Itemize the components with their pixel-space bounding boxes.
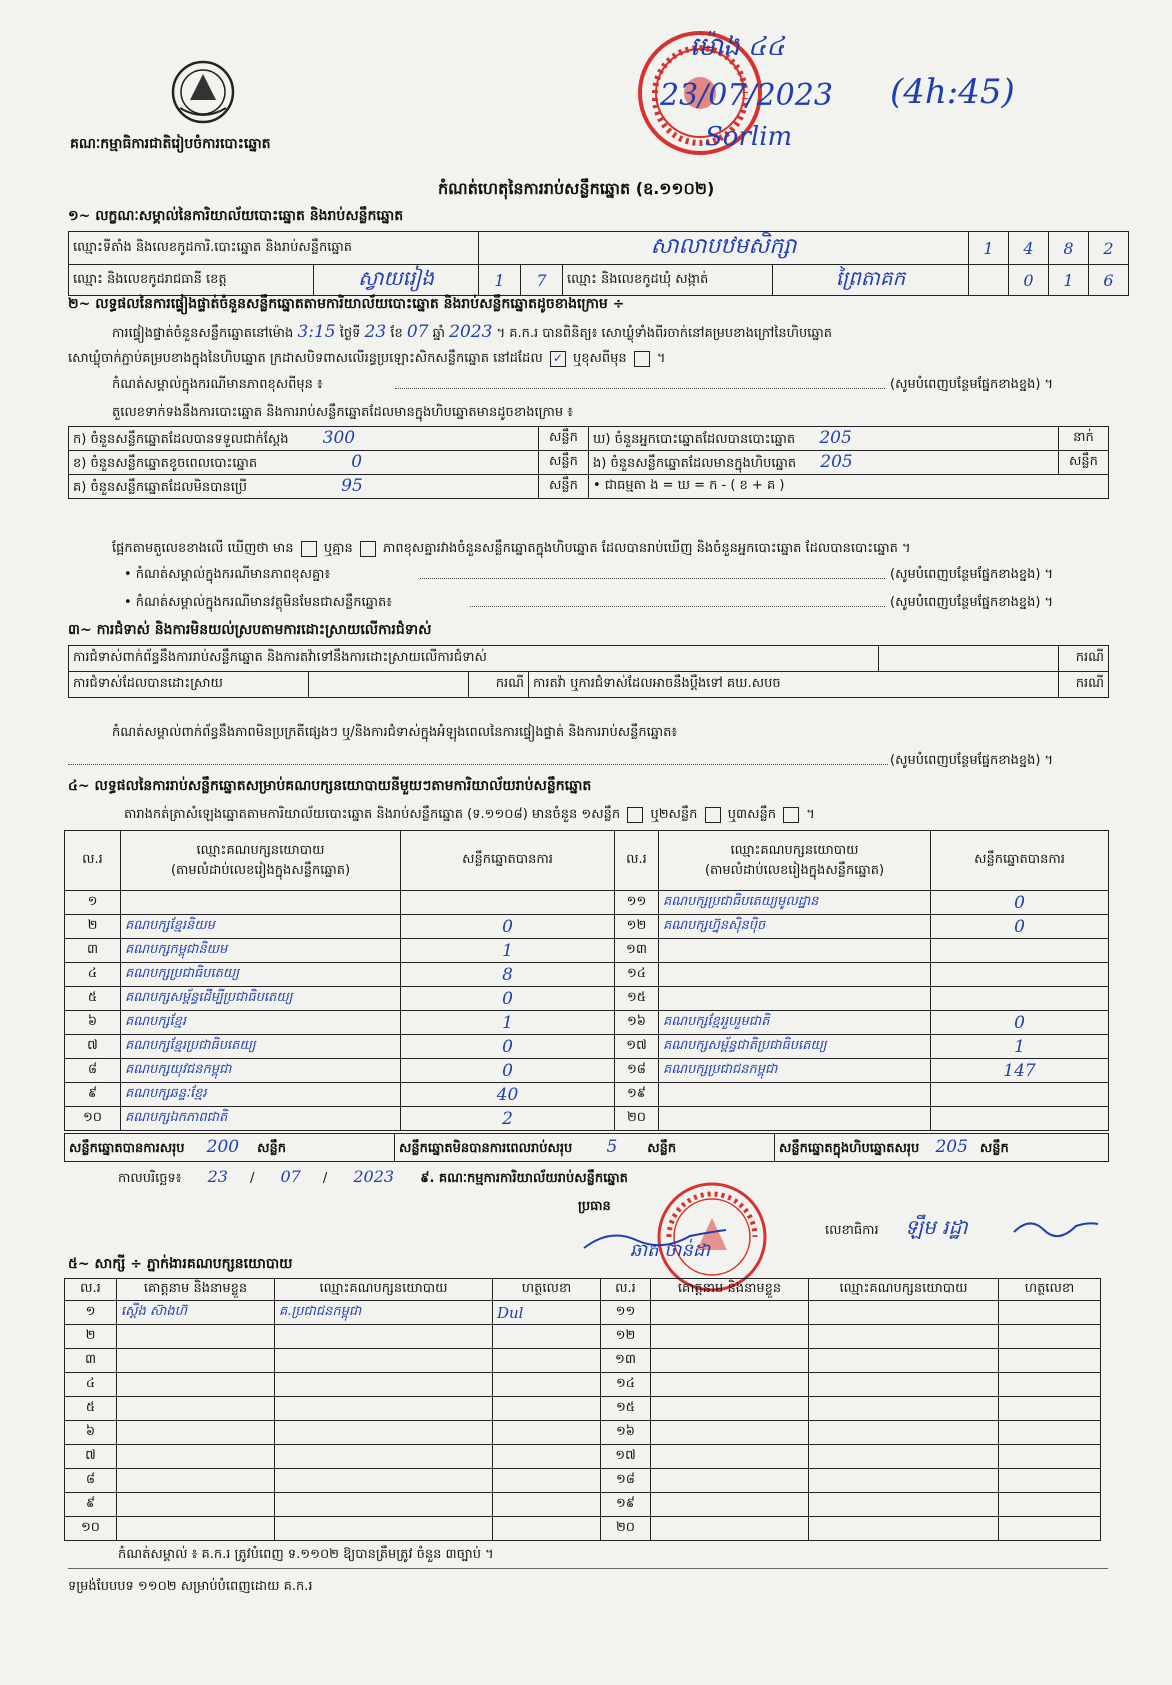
chair-label: ប្រធាន <box>578 1199 611 1214</box>
party-no: ៨ <box>65 1059 121 1083</box>
chair-name: ឆាត ចាន់ដា <box>630 1240 710 1261</box>
fill-hint: (សូមបំពេញបន្ថែមផ្នែកខាងខ្នង) ។ <box>890 595 1054 610</box>
total-box-value: 205 <box>935 1136 968 1157</box>
witness-signature <box>999 1421 1101 1445</box>
irregularity-line[interactable] <box>68 764 888 765</box>
spoiled-ballots-label: ខ) ចំនួនសន្លឹកឆ្នោតខូចពេលបោះឆ្នោត 0 <box>69 451 539 475</box>
witness-name <box>651 1421 809 1445</box>
witness-name <box>117 1325 275 1349</box>
col-party-header: ឈ្មោះគណបក្សនយោបាយ (តាមលំដាប់លេខរៀងក្នុងសន្លឹកឆ្នោត) <box>121 831 401 891</box>
witness-name <box>651 1397 809 1421</box>
witness-no: ៨ <box>65 1469 117 1493</box>
col-name-header: គោត្តនាម និងនាមខ្លួន <box>651 1279 809 1301</box>
party-votes: 0 <box>401 987 615 1011</box>
form-note: ទម្រង់បែបបទ ១១០២ សម្រាប់បំពេញដោយ គ.ក.រ <box>68 1579 313 1594</box>
diff-desc: ភាពខុសគ្នារវាងចំនួនសន្លឹកឆ្នោតក្នុងហិបឆ្នោត ដែលបានរាប់ឃើញ និងចំនួនអ្នកបោះឆ្នោត ដែលបានបោះឆ្នោត ។ <box>383 541 911 556</box>
party-no: ៩ <box>65 1083 121 1107</box>
party-name <box>659 1083 931 1107</box>
stamp-signature: Sorlim <box>705 122 793 152</box>
party-name <box>121 891 401 915</box>
party-name <box>659 963 931 987</box>
col-sign-header: ហត្ថលេខា <box>493 1279 601 1301</box>
secretary-label: លេខាធិការ <box>825 1223 879 1238</box>
party-votes <box>931 939 1109 963</box>
table-row <box>65 1517 1101 1541</box>
table-row <box>65 1493 1101 1517</box>
party-no: ១០ <box>65 1107 121 1131</box>
party-no: ១៨ <box>615 1059 659 1083</box>
witness-name <box>117 1469 275 1493</box>
witness-name <box>117 1445 275 1469</box>
verify-month: 07 <box>406 322 429 342</box>
table-row <box>65 915 1109 939</box>
witness-signature <box>493 1421 601 1445</box>
col-no-header: ល.រ <box>65 831 121 891</box>
party-name <box>659 1107 931 1131</box>
party-votes: 147 <box>931 1059 1109 1083</box>
province-code-digit: 7 <box>521 265 563 296</box>
section1-title: ១~ លក្ខណៈសម្គាល់នៃការិយាល័យបោះឆ្នោត និងរាប់សន្លឹកឆ្នោត <box>68 208 404 224</box>
table-row <box>65 963 1109 987</box>
changed-label: ឬខុសពីមុន <box>572 351 627 366</box>
witness-signature <box>493 1493 601 1517</box>
col-sign-header: ហត្ថលេខា <box>999 1279 1101 1301</box>
party-no: ២ <box>65 915 121 939</box>
total-box-cell: សន្លឹកឆ្នោតក្នុងហិបឆ្នោតសរុប 205 សន្លឹក <box>775 1134 1109 1162</box>
table-row <box>65 1397 1101 1421</box>
col-votes-header: សន្លឹកឆ្នោតបានការ <box>931 831 1109 891</box>
secretary-name: ឡឹម រដ្ឋា <box>905 1215 968 1239</box>
party-name <box>659 987 931 1011</box>
party-votes <box>931 963 1109 987</box>
col-party-header: ឈ្មោះគណបក្សនយោបាយ (តាមលំដាប់លេខរៀងក្នុងសន្លឹកឆ្នោត) <box>659 831 931 891</box>
formula-note: • ជាធម្មតា ង = ឃ = ក - ( ខ + គ ) <box>589 475 1109 499</box>
witness-signature <box>493 1373 601 1397</box>
witness-name <box>651 1517 809 1541</box>
diff-note-line[interactable] <box>420 578 885 579</box>
party-no: ៦ <box>65 1011 121 1035</box>
date-day: 23 <box>207 1167 228 1186</box>
chair-signature-icon <box>580 1222 730 1256</box>
witness-signature <box>999 1517 1101 1541</box>
table-row <box>65 1107 1109 1131</box>
witness-name <box>117 1373 275 1397</box>
party-name: គណបក្សខ្មែរប្រជាធិបតេយ្យ <box>121 1035 401 1059</box>
table-row <box>65 1469 1101 1493</box>
foreign-object-line[interactable] <box>470 606 885 607</box>
witness-party <box>275 1397 493 1421</box>
party-votes <box>931 1083 1109 1107</box>
party-name: គណបក្សឆន្ទៈខ្មែរ <box>121 1083 401 1107</box>
voters-value: 205 <box>819 427 852 448</box>
col-no-header: ល.រ <box>615 831 659 891</box>
party-no: ១៣ <box>615 939 659 963</box>
footer-divider <box>68 1568 1108 1569</box>
table-row <box>65 1325 1101 1349</box>
party-votes: 0 <box>931 891 1109 915</box>
no-diff-label: ឬគ្មាន <box>323 541 353 556</box>
col-party-header: ឈ្មោះគណបក្សនយោបាយ <box>809 1279 999 1301</box>
witness-party <box>809 1301 999 1325</box>
witness-no: ៣ <box>65 1349 117 1373</box>
witness-no: ១៧ <box>601 1445 651 1469</box>
witness-no: ១៣ <box>601 1349 651 1373</box>
party-no: ១ <box>65 891 121 915</box>
party-votes <box>931 1107 1109 1131</box>
witness-signature <box>999 1445 1101 1469</box>
station-code-digit: 8 <box>1049 232 1089 265</box>
witness-name <box>651 1349 809 1373</box>
unit: សន្លឹក <box>539 475 589 499</box>
witness-party <box>809 1349 999 1373</box>
witness-name <box>651 1373 809 1397</box>
same-checkbox[interactable]: ✓ <box>550 351 566 367</box>
verify-time-label: ការផ្ទៀងផ្ទាត់ចំនួនសន្លឹកឆ្នោតនៅម៉ោង <box>112 326 294 341</box>
verify-year-label: ឆ្នាំ <box>432 326 446 341</box>
verify-locks-text: ។ គ.ក.រ បានពិនិត្យ៖ សោឃ្លុំទាំងពីរចាក់នៅគម្របខាងក្រៅនៃហិបឆ្នោត <box>496 326 832 341</box>
case-label: ករណី <box>469 672 529 698</box>
verify-line <box>112 324 832 342</box>
two-sheet-label: ឬ២សន្លឹក <box>650 807 698 822</box>
section4-title: ៤~ លទ្ធផលនៃការរាប់សន្លឹកឆ្នោតសម្រាប់គណបក្សនយោបាយនីមួយៗតាមការិយាល័យរាប់សន្លឹកឆ្នោត <box>68 778 592 794</box>
station-code-digit: 4 <box>1009 232 1049 265</box>
witness-no: ១ <box>65 1301 117 1325</box>
col-no-header: ល.រ <box>601 1279 651 1301</box>
date-year: 2023 <box>353 1167 395 1186</box>
party-name: គណបក្សខ្មែររួបរួមជាតិ <box>659 1011 931 1035</box>
note-change-label: កំណត់សម្គាល់ក្នុងករណីមានភាពខុសពីមុន ៖ <box>112 377 323 392</box>
appeal-label: ការតវ៉ា ឬការជំទាស់ដែលអាចនឹងប្ដឹងទៅ គឃ.សបច <box>529 672 1059 698</box>
party-votes: 2 <box>401 1107 615 1131</box>
objection-counting-label: ការជំទាស់ពាក់ព័ន្ធនឹងការរាប់សន្លឹកឆ្នោត និងការតវ៉ាទៅនឹងការដោះស្រាយលើការជំទាស់ <box>69 646 879 672</box>
ballots-in-box-label: ង) ចំនួនសន្លឹកឆ្នោតដែលមានក្នុងហិបឆ្នោត 205 <box>589 451 1059 475</box>
table-row <box>65 987 1109 1011</box>
party-no: ១៤ <box>615 963 659 987</box>
verify-day-label: ថ្ងៃទី <box>339 326 361 341</box>
case-label: ករណី <box>1059 646 1109 672</box>
party-name: គណបក្សខ្មែរ <box>121 1011 401 1035</box>
verify-seal-text: សោឃ្លុំចាក់ភ្ជាប់គម្របខាងក្នុងនៃហិបឆ្នោត ក្រដាសបិទពាសលើរន្ធប្រឡោះសិកសន្លឹកឆ្នោត នៅដដែល <box>68 351 543 366</box>
voters-label: ឃ) ចំនួនអ្នកបោះឆ្នោតដែលបានបោះឆ្នោត 205 <box>589 427 1059 451</box>
fill-hint: (សូមបំពេញបន្ថែមផ្នែកខាងខ្នង) ។ <box>890 567 1054 582</box>
party-votes: 0 <box>931 915 1109 939</box>
table-row <box>65 891 1109 915</box>
table-row <box>65 1083 1109 1107</box>
party-name: គណបក្សឯកភាពជាតិ <box>121 1107 401 1131</box>
witness-party <box>275 1325 493 1349</box>
witness-no: ១៥ <box>601 1397 651 1421</box>
witness-no: ៩ <box>65 1493 117 1517</box>
col-name-header: គោត្តនាម និងនាមខ្លួន <box>117 1279 275 1301</box>
party-votes: 8 <box>401 963 615 987</box>
witness-name <box>117 1397 275 1421</box>
table-row <box>65 939 1109 963</box>
two-sheet-checkbox[interactable] <box>705 807 721 823</box>
witness-party <box>809 1469 999 1493</box>
party-votes: 1 <box>931 1035 1109 1059</box>
verify-month-label: ខែ <box>390 326 403 341</box>
witness-signature <box>493 1517 601 1541</box>
party-name: គណបក្សខ្មែរនិយម <box>121 915 401 939</box>
witness-no: ៧ <box>65 1445 117 1469</box>
party-name: គណបក្សសម្ព័ន្ធជាតិប្រជាធិបតេយ្យ <box>659 1035 931 1059</box>
total-invalid-value: 5 <box>606 1136 618 1157</box>
date-label: កាលបរិច្ឆេទ៖ <box>118 1171 182 1186</box>
location-table <box>68 231 1129 296</box>
ballot-figures-table <box>68 426 1109 499</box>
witness-name <box>651 1301 809 1325</box>
table-row <box>65 1445 1101 1469</box>
witness-signature <box>999 1301 1101 1325</box>
witness-party <box>275 1421 493 1445</box>
party-no: ៧ <box>65 1035 121 1059</box>
total-valid-value: 200 <box>206 1136 240 1157</box>
party-no: ១៩ <box>615 1083 659 1107</box>
unit: នាក់ <box>1059 427 1109 451</box>
witness-signature <box>493 1397 601 1421</box>
unit: សន្លឹក <box>539 451 589 475</box>
witness-no: ១២ <box>601 1325 651 1349</box>
witness-signature <box>999 1397 1101 1421</box>
commune-code-digit: 6 <box>1089 265 1129 296</box>
irregularity-note: កំណត់សម្គាល់ពាក់ព័ន្ធនឹងភាពមិនប្រក្រតីផ្សេងៗ ឬ/និងការជំទាស់ក្នុងអំឡុងពេលនៃការផ្ទៀងផ្ទាត់ និងការរាប់សន្លឹកឆ្នោត៖ <box>112 725 678 740</box>
party-results-table <box>64 830 1109 1131</box>
tally-sheet-line: តារាងកត់ត្រាសំឡេងឆ្នោតតាមការិយាល័យបោះឆ្នោត និងរាប់សន្លឹកឆ្នោត (ទ.១១០៨) មានចំនួន ១សន្លឹក ឬ២សន្លឹក ឬ៣សន្លឹក ។ <box>124 807 815 822</box>
party-votes <box>401 891 615 915</box>
party-name: គណបក្សយុវជនកម្ពុជា <box>121 1059 401 1083</box>
org-name: គណៈកម្មាធិការជាតិរៀបចំការបោះឆ្នោត <box>70 136 271 152</box>
stamp-time-note: ម៉ោង ៤៤ <box>690 32 785 62</box>
three-sheet-checkbox[interactable] <box>783 807 799 823</box>
secretary-signature-icon <box>1010 1212 1100 1242</box>
table-row <box>65 1301 1101 1325</box>
national-election-committee-logo <box>160 56 246 128</box>
witness-signature <box>493 1349 601 1373</box>
received-ballots-label: ក) ចំនួនសន្លឹកឆ្នោតដែលបានទទួលជាក់ស្តែង 300 <box>69 427 539 451</box>
fill-hint: (សូមបំពេញបន្ថែមផ្នែកខាងខ្នង) ។ <box>890 753 1054 768</box>
witness-name <box>117 1421 275 1445</box>
date-line: កាលបរិច្ឆេទ៖ 23 / 07 / 2023 ៩. គណៈកម្មការការិយាល័យរាប់សន្លឹកឆ្នោត <box>118 1167 628 1186</box>
witness-no: ៥ <box>65 1397 117 1421</box>
party-no: ៣ <box>65 939 121 963</box>
difference-line <box>112 540 911 557</box>
witness-no: ១០ <box>65 1517 117 1541</box>
party-no: ១៥ <box>615 987 659 1011</box>
witness-name <box>117 1517 275 1541</box>
section3-title: ៣~ ការជំទាស់ និងការមិនយល់ស្របតាមការដោះស្រាយលើការជំទាស់ <box>68 622 432 638</box>
commune-code-digit: 1 <box>1049 265 1089 296</box>
verify-day: 23 <box>364 322 387 342</box>
party-no: ១២ <box>615 915 659 939</box>
total-invalid-cell: សន្លឹកឆ្នោតមិនបានការពេលរាប់សរុប 5 សន្លឹក <box>395 1134 775 1162</box>
case-label: ករណី <box>1059 672 1109 698</box>
witness-no: ១៦ <box>601 1421 651 1445</box>
party-votes: 0 <box>401 915 615 939</box>
table-row <box>65 1059 1109 1083</box>
party-name <box>659 939 931 963</box>
witness-party <box>275 1349 493 1373</box>
witness-table <box>64 1278 1101 1541</box>
party-votes: 0 <box>401 1059 615 1083</box>
foreign-object-note-label: • កំណត់សម្គាល់ក្នុងករណីមានវត្ថុមិនមែនជាសន្លឹកឆ្នោត៖ <box>124 595 392 610</box>
changed-checkbox[interactable] <box>634 351 650 367</box>
party-votes: 0 <box>401 1035 615 1059</box>
witness-party <box>809 1325 999 1349</box>
witness-party <box>275 1517 493 1541</box>
witness-no: ៤ <box>65 1373 117 1397</box>
witness-name <box>117 1493 275 1517</box>
witness-name <box>651 1469 809 1493</box>
party-name: គណបក្សប្រជាធិបតេយ្យ <box>121 963 401 987</box>
stamp-hour: (4h:45) <box>890 72 1015 112</box>
date-month: 07 <box>280 1167 301 1186</box>
commune-value: ព្រៃតាគក <box>773 265 969 296</box>
form-title: កំណត់ហេតុនៃការរាប់សន្លឹកឆ្នោត (ឧ.១១០២) <box>438 179 715 198</box>
party-results-body <box>65 891 1109 1131</box>
witness-name: ស្ដើង ស៊ាងហ៊ <box>117 1301 275 1325</box>
witness-party <box>275 1373 493 1397</box>
col-party-header: ឈ្មោះគណបក្សនយោបាយ <box>275 1279 493 1301</box>
has-diff-checkbox[interactable] <box>301 541 317 557</box>
party-name: គណបក្សប្រជាជនកម្ពុជា <box>659 1059 931 1083</box>
table-row <box>65 1373 1101 1397</box>
verify-year: 2023 <box>449 322 493 342</box>
verify-line-2: សោឃ្លុំចាក់ភ្ជាប់គម្របខាងក្នុងនៃហិបឆ្នោត ក្រដាសបិទពាសលើរន្ធប្រឡោះសិកសន្លឹកឆ្នោត នៅដដែល ✓ ឬខុសពីមុន ។ <box>68 350 666 366</box>
party-votes: 0 <box>931 1011 1109 1035</box>
committee-label: ៩. គណៈកម្មការការិយាល័យរាប់សន្លឹកឆ្នោត <box>420 1171 628 1186</box>
total-valid-cell: សន្លឹកឆ្នោតបានការសរុប 200 សន្លឹក <box>65 1134 395 1162</box>
witness-signature <box>999 1349 1101 1373</box>
party-no: ១៧ <box>615 1035 659 1059</box>
ballots-in-box-value: 205 <box>820 451 853 472</box>
province-label: ឈ្មោះ និងលេខកូដរាជធានី ខេត្ត <box>69 265 314 296</box>
witness-party <box>809 1421 999 1445</box>
party-votes: 1 <box>401 939 615 963</box>
witness-signature: Dul <box>493 1301 601 1325</box>
table-row <box>65 1035 1109 1059</box>
witness-no: ២០ <box>601 1517 651 1541</box>
col-votes-header: សន្លឹកឆ្នោតបានការ <box>401 831 615 891</box>
party-no: ១១ <box>615 891 659 915</box>
party-no: ៤ <box>65 963 121 987</box>
footnote: កំណត់សម្គាល់ ៖ គ.ក.រ ត្រូវបំពេញ ទ.១១០២ ឱ្យបានត្រឹមត្រូវ ចំនួន ៣ច្បាប់ ។ <box>118 1547 494 1562</box>
three-sheet-label: ឬ៣សន្លឹក <box>727 807 776 822</box>
diff-note-label: • កំណត់សម្គាល់ក្នុងករណីមានភាពខុសគ្នា៖ <box>124 567 331 582</box>
witness-no: ១៤ <box>601 1373 651 1397</box>
polling-station-label: ឈ្មោះទីតាំង និងលេខកូដការិ.បោះឆ្នោត និងរាប់សន្លឹកឆ្នោត <box>69 232 479 265</box>
col-no-header: ល.រ <box>65 1279 117 1301</box>
unit: សន្លឹក <box>1059 451 1109 475</box>
witness-signature <box>493 1325 601 1349</box>
party-votes: 1 <box>401 1011 615 1035</box>
witness-party <box>809 1445 999 1469</box>
province-value: ស្វាយរៀង <box>314 265 479 296</box>
section5-title: ៥~ សាក្សី ÷ ភ្នាក់ងារគណបក្សនយោបាយ <box>68 1256 293 1272</box>
objections-table <box>68 645 1109 698</box>
table-row <box>65 1349 1101 1373</box>
party-name: គណបក្សប្រជាធិបតេយ្យមូលដ្ឋាន <box>659 891 931 915</box>
witness-party <box>275 1445 493 1469</box>
witness-signature <box>999 1493 1101 1517</box>
received-ballots-value: 300 <box>322 427 356 448</box>
witness-no: ២ <box>65 1325 117 1349</box>
polling-station-value: សាលាបឋមសិក្សា <box>479 232 969 265</box>
witness-signature <box>999 1373 1101 1397</box>
party-no: ១៦ <box>615 1011 659 1035</box>
diff-label: ផ្អែកតាមតួលេខខាងលើ ឃើញថា មាន <box>112 541 294 556</box>
witness-party <box>809 1493 999 1517</box>
fill-hint: (សូមបំពេញបន្ថែមផ្នែកខាងខ្នង) ។ <box>890 377 1054 392</box>
unused-ballots-label: គ) ចំនួនសន្លឹកឆ្នោតដែលមិនបានប្រើ 95 <box>69 475 539 499</box>
one-sheet-checkbox[interactable] <box>627 807 643 823</box>
table-row <box>65 1011 1109 1035</box>
verify-time: 3:15 <box>297 322 336 342</box>
witness-party <box>809 1517 999 1541</box>
witness-signature <box>493 1469 601 1493</box>
witness-party <box>809 1373 999 1397</box>
witness-signature <box>999 1325 1101 1349</box>
witness-no: ១៩ <box>601 1493 651 1517</box>
commune-code-digit: 0 <box>1009 265 1049 296</box>
witness-name <box>117 1349 275 1373</box>
witness-no: ៦ <box>65 1421 117 1445</box>
figures-intro: តួលេខទាក់ទងនឹងការបោះឆ្នោត និងការរាប់សន្លឹកឆ្នោតដែលមានក្នុងហិបឆ្នោតមានដូចខាងក្រោម ៖ <box>112 405 573 420</box>
witness-name <box>651 1445 809 1469</box>
party-no: ៥ <box>65 987 121 1011</box>
section2-title: ២~ លទ្ធផលនៃការផ្ទៀងផ្ទាត់ចំនួនសន្លឹកឆ្នោតតាមការិយាល័យបោះឆ្នោត និងរាប់សន្លឹកឆ្នោតដូចខាងក្រោម ÷ <box>68 296 625 312</box>
witness-no: ១១ <box>601 1301 651 1325</box>
party-votes: 40 <box>401 1083 615 1107</box>
witness-signature <box>999 1469 1101 1493</box>
province-code-digit: 1 <box>479 265 521 296</box>
party-name: គណបក្សកម្ពុជានិយម <box>121 939 401 963</box>
witness-party <box>275 1469 493 1493</box>
note-change-line[interactable] <box>395 388 885 389</box>
station-code-digit: 2 <box>1089 232 1129 265</box>
spoiled-ballots-value: 0 <box>351 451 363 472</box>
witness-party <box>809 1397 999 1421</box>
witness-signature <box>493 1445 601 1469</box>
tally-intro: តារាងកត់ត្រាសំឡេងឆ្នោតតាមការិយាល័យបោះឆ្នោត និងរាប់សន្លឹកឆ្នោត (ទ.១១០៨) មានចំនួន ១សន្លឹក <box>124 807 621 822</box>
commune-label: ឈ្មោះ និងលេខកូដឃុំ សង្កាត់ <box>563 265 773 296</box>
witness-no: ១៨ <box>601 1469 651 1493</box>
witness-body <box>65 1301 1101 1541</box>
table-row <box>65 1421 1101 1445</box>
party-name: គណបក្សហ្វ៊ុនស៊ិនប៉ិច <box>659 915 931 939</box>
witness-name <box>651 1493 809 1517</box>
witness-party <box>275 1493 493 1517</box>
totals-table <box>64 1133 1109 1162</box>
party-name: គណបក្សសម្ព័ន្ធដើម្បីប្រជាធិបតេយ្យ <box>121 987 401 1011</box>
unit: សន្លឹក <box>539 427 589 451</box>
resolved-objection-label: ការជំទាស់ដែលបានដោះស្រាយ <box>69 672 309 698</box>
party-no: ២០ <box>615 1107 659 1131</box>
unused-ballots-value: 95 <box>341 475 363 496</box>
witness-party: គ.ប្រជាជនកម្ពុជា <box>275 1301 493 1325</box>
stamp-date: 23/07/2023 <box>660 78 833 113</box>
party-votes <box>931 987 1109 1011</box>
witness-name <box>651 1325 809 1349</box>
station-code-digit: 1 <box>969 232 1009 265</box>
no-diff-checkbox[interactable] <box>360 541 376 557</box>
